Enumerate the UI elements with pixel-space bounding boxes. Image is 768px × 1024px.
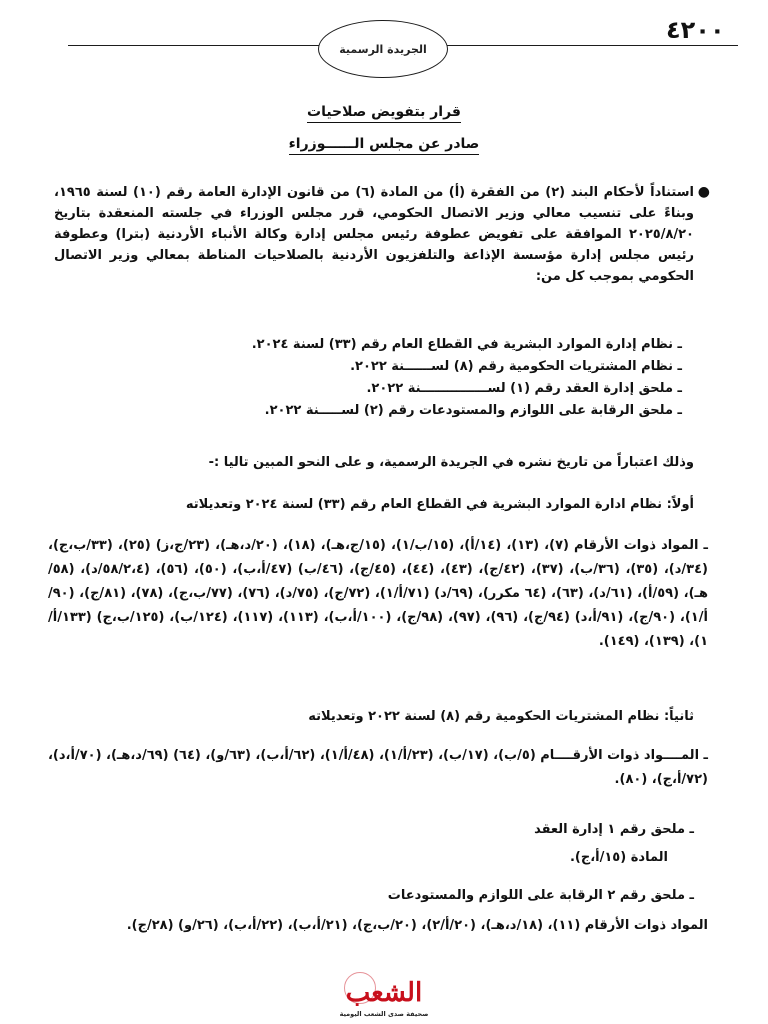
contract-annex-article: المادة (١٥/أ،ج). — [569, 850, 668, 865]
logo-tagline: صحيفة صدى الشعب اليومية — [339, 1010, 429, 1018]
section-first-articles: ـ المواد ذوات الأرقام (٧)، (١٣)، (١٤/أ)، (١٥/ب/١)، (١٥/ج،هـ)، (١٨)، (٢٠/د،هـ)، (٢٣/ج،ز) (٢٥)، (٣٣/ب،ج)، (٣٤/د)، (٣٥)، (٣٦/ب)، (٣٧)، (٤٢/ج)، (٤٣)، (٤٤)، (٤٥/ج)، (٤٦/ب) (٤٧/أ،ب)، (٥٠)، (٥٦)، (٥٨/٢،٤/د)، (٥٨/هـ)، (٥٩/أ)، (٦١/د)، (٦٣)، (٦٤ مكرر)، (٦٩/د) (٧١/أ/١)، (٧٢/ج)، (٧٥/د)، (٧٦)، (٧٧/ب،ج)، (٧٨)، (٨١/ج)، (٩٠/أ/١)، (٩٠/ج)، (٩١/أ،د) (٩٤/ج)، (٩٦)، (٩٧)، (٩٨/ج)، (١٠٠/أ،ب)، (١١٣)، (١١٧)، (١٢٤/ب)، (١٢٥/ب،ج) (١٣٣/أ/١)، (١٣٩)، (١٤٩). — [48, 538, 708, 649]
issuer-title-text: صادر عن مجلس الــــــوزراء — [289, 136, 480, 155]
logo-wordmark: الشعب — [345, 978, 423, 1008]
effective-statement: وذلك اعتباراً من تاريخ نشره في الجريدة الرسمية، و على النحو المبين تاليا :- — [208, 455, 694, 470]
regulation-item: ـ ملحق إدارة العقد رقم (١) لســـــــــــــــنة ٢٠٢٢. — [366, 381, 682, 396]
regulation-item: ـ نظام المشتريات الحكومية رقم (٨) لســــــنة ٢٠٢٢. — [350, 359, 682, 374]
section-first-heading: أولاً: نظام ادارة الموارد البشرية في القطاع العام رقم (٣٣) لسنة ٢٠٢٤ وتعديلاته — [185, 497, 694, 512]
intro-text: استناداً لأحكام البند (٢) من الفقرة (أ) من المادة (٦) من قانون الإدارة العامة رقم (١٠) لسنة ١٩٦٥، وبناءً على تنسيب معالي وزير الاتصال الحكومي، قرر مجلس الوزراء في جلسته المنعقدة بتاريخ ٢٠٢٥/٨/٢٠ الموافقة على تفويض عطوفة رئيس مجلس إدارة وكالة الأنباء الأردنية (بترا) وعطوفة رئيس مجلس إدارة مؤسسة الإذاعة والتلفزيون الأردنية بالصلاحيات المناطة بمعالي وزير الاتصال الحكومي بموجب كل من: — [54, 185, 694, 284]
issuer-title — [0, 136, 768, 152]
warehouse-annex-articles: المواد ذوات الأرقام (١١)، (١٨/د،هـ)، (٢٠/أ/٢)، (٢٠/ب،ج)، (٢١/أ،ب)، (٢٢/أ،ب)، (٢٦/و) (٢٨/ج). — [126, 918, 708, 933]
journal-name-oval — [318, 20, 448, 78]
contract-annex-label: ـ ملحق رقم ١ إدارة العقد — [534, 822, 694, 837]
journal-name: الجريدة الرسمية — [339, 42, 427, 56]
warehouse-annex-label: ـ ملحق رقم ٢ الرقابة على اللوازم والمستودعات — [387, 888, 694, 903]
newspaper-logo — [332, 972, 436, 1022]
bullet-icon: ● — [697, 184, 710, 200]
regulation-item: ـ ملحق الرقابة على اللوازم والمستودعات رقم (٢) لســـــنة ٢٠٢٢. — [264, 403, 682, 418]
regulations-list — [162, 334, 682, 422]
section-second-articles: ـ المــــواد ذوات الأرقــــام (٥/ب)، (١٧/ب)، (٢٣/أ/١)، (٤٨/أ/١)، (٦٢/أ،ب)، (٦٣/و)، (٦٤) (٦٩/د،هـ)، (٧٠/أ،د)، (٧٢/أ،ج)، (٨٠). — [47, 748, 708, 787]
regulation-item: ـ نظام إدارة الموارد البشرية في القطاع العام رقم (٣٣) لسنة ٢٠٢٤. — [251, 337, 682, 352]
decision-title — [0, 104, 768, 120]
decision-title-text: قرار بتفويض صلاحيات — [307, 104, 461, 123]
intro-paragraph — [54, 182, 710, 287]
page-number: ٤٢٠٠ — [666, 16, 725, 44]
section-second-heading: ثانياً: نظام المشتريات الحكومية رقم (٨) لسنة ٢٠٢٢ وتعديلاته — [308, 709, 694, 724]
